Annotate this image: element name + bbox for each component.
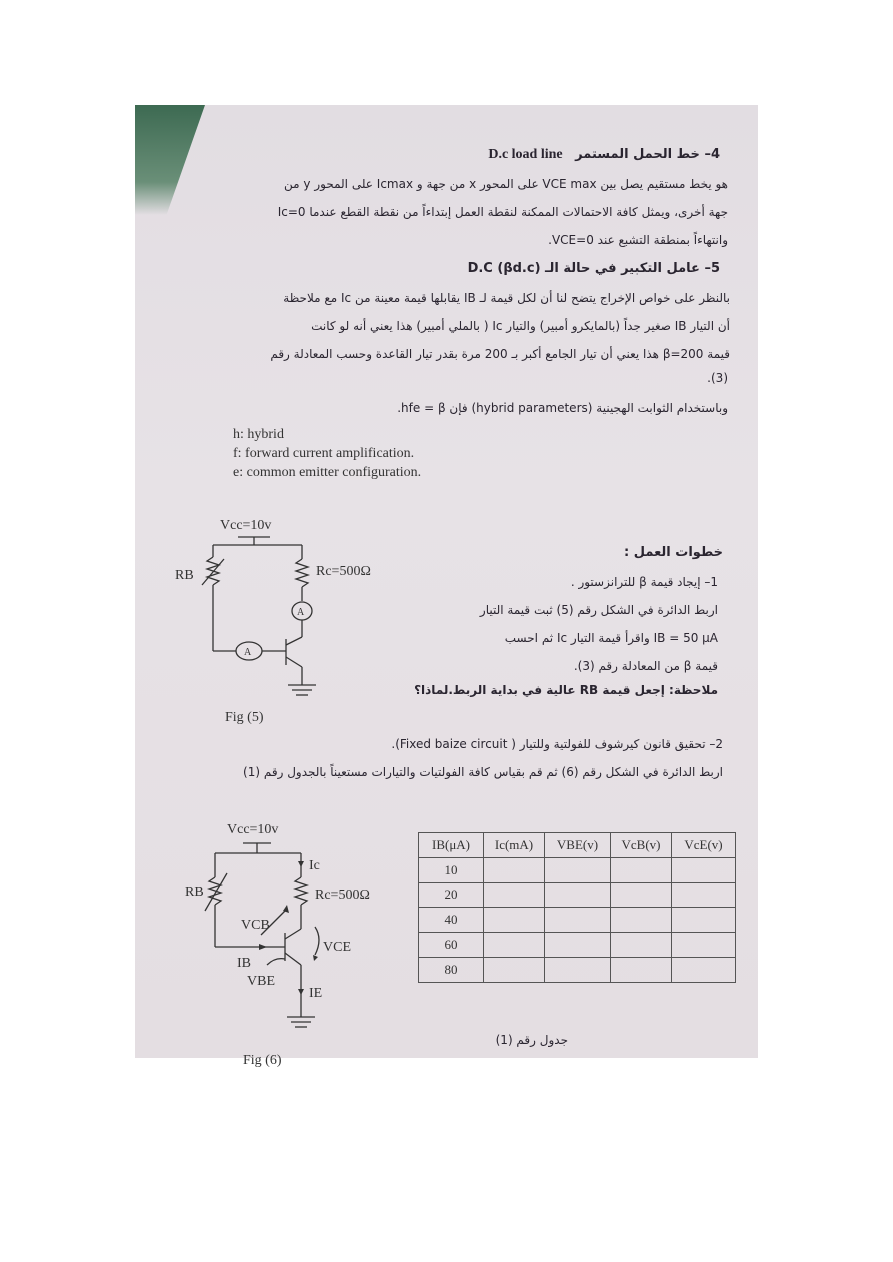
fig6-caption: Fig (6) <box>243 1053 282 1068</box>
empty-cell <box>545 858 611 883</box>
table-row <box>419 908 736 933</box>
hybrid-def-h: h: hybrid <box>233 427 284 442</box>
table-header-row <box>419 833 736 858</box>
empty-cell <box>672 883 736 908</box>
section4-line1: هو يخط مستقيم يصل بين VCE max على المحور x من جهة و Icmax على المحور y من <box>284 177 728 191</box>
section4-line3: وانتهاءاً بمنطقة التشبع عند VCE=0. <box>548 233 728 247</box>
hybrid-line: وباستخدام الثوابت الهجينية (hybrid parameters) فإن hfe = β. <box>397 401 728 415</box>
empty-cell <box>672 933 736 958</box>
fig6-vcc-label: Vcc=10v <box>227 822 279 837</box>
step1: 1– إيجاد قيمة β للترانزستور . <box>570 575 718 589</box>
table-row <box>419 958 736 983</box>
table-row <box>419 858 736 883</box>
step2: 2– تحقيق قانون كيرشوف للفولتية وللتيار ( Fixed baize circuit). <box>391 737 723 751</box>
ib-value: 20 <box>419 883 484 908</box>
empty-cell <box>672 908 736 933</box>
empty-cell <box>611 858 672 883</box>
fig5-rc-label: Rc=500Ω <box>316 564 371 579</box>
fig6-ic-label: Ic <box>309 858 320 873</box>
empty-cell <box>484 858 545 883</box>
fig5-vcc-label: Vcc=10v <box>220 518 272 533</box>
fig6-vcb-label: VCB <box>241 918 270 933</box>
empty-cell <box>545 933 611 958</box>
col-header-vce: VcE(v) <box>672 833 736 858</box>
col-header-vbe: VBE(v) <box>545 833 611 858</box>
fig5-ammeter-collector: A <box>297 607 305 618</box>
fig6-ib-label: IB <box>237 956 251 971</box>
fig6-vbe-label: VBE <box>247 974 275 989</box>
section5-line4: (3). <box>707 371 728 385</box>
empty-cell <box>484 958 545 983</box>
fig5-rb-label: RB <box>175 568 194 583</box>
empty-cell <box>484 883 545 908</box>
step1-line4: قيمة β من المعادلة رقم (3). <box>573 659 718 673</box>
empty-cell <box>484 908 545 933</box>
fig6-vce-label: VCE <box>323 940 351 955</box>
scanned-page <box>135 105 758 1068</box>
hybrid-def-f: f: forward current amplification. <box>233 446 415 461</box>
section5-line3: قيمة β=200 هذا يعني أن تيار الجامع أكبر بـ 200 مرة بقدر تيار القاعدة وحسب المعادلة رقم <box>270 347 730 361</box>
empty-cell <box>545 883 611 908</box>
measurement-table <box>418 832 736 983</box>
col-header-vcb: VcB(v) <box>611 833 672 858</box>
section4-heading-ar: 4– خط الحمل المستمر <box>575 147 720 162</box>
ib-value: 40 <box>419 908 484 933</box>
step2-line2: اربط الدائرة في الشكل رقم (6) ثم قم بقياس كافة الفولتيات والتيارات مستعيناً بالجدول رقم (1) <box>243 765 723 779</box>
ib-value: 10 <box>419 858 484 883</box>
col-header-ic: Ic(mA) <box>484 833 545 858</box>
section5-line2: أن التيار IB صغير جداً (بالمايكرو أمبير) والتيار Ic ( بالملي أمبير) هذا يعني أنه لو كانت <box>311 319 730 333</box>
fig5-caption: Fig (5) <box>225 710 264 725</box>
section4-heading-en: D.c load line <box>488 147 563 162</box>
empty-cell <box>611 883 672 908</box>
fig6-rb-label: RB <box>185 885 204 900</box>
fig6-ie-label: IE <box>309 986 323 1001</box>
section4-heading <box>488 147 720 163</box>
empty-cell <box>484 933 545 958</box>
empty-cell <box>545 958 611 983</box>
fig6-circuit-diagram <box>175 817 415 1068</box>
table-row <box>419 883 736 908</box>
hybrid-def-e: e: common emitter configuration. <box>233 465 422 480</box>
table-row <box>419 933 736 958</box>
col-header-ib: IB(μA) <box>419 833 484 858</box>
fig6-rc-label: Rc=500Ω <box>315 888 370 903</box>
fig5-ammeter-base: A <box>244 647 252 658</box>
fig5-circuit-diagram <box>170 515 410 745</box>
section4-line2: جهة أخرى، ويمثل كافة الاحتمالات الممكنة لنقطة العمل إبتداءاً من نقطة القطع عندما Ic=0 <box>277 205 728 219</box>
section5-line1: بالنظر على خواص الإخراج يتضح لنا أن لكل قيمة لـ IB يقابلها قيمة معينة من Ic مع ملاحظة <box>283 291 730 305</box>
empty-cell <box>672 958 736 983</box>
empty-cell <box>672 858 736 883</box>
section5-heading: 5– عامل التكبير في حالة الـ D.C (βd.c) <box>467 261 720 276</box>
step1-line2: اربط الدائرة في الشكل رقم (5) ثبت قيمة التيار <box>479 603 718 617</box>
note: ملاحظة: إجعل قيمة RB عالية في بداية الربط.لماذا؟ <box>414 683 718 697</box>
empty-cell <box>611 958 672 983</box>
empty-cell <box>611 933 672 958</box>
ib-value: 80 <box>419 958 484 983</box>
empty-cell <box>611 908 672 933</box>
empty-cell <box>545 908 611 933</box>
background-green-edge <box>135 105 205 215</box>
ib-value: 60 <box>419 933 484 958</box>
table-caption: جدول رقم (1) <box>495 1033 568 1047</box>
step1-line3: IB = 50 μA واقرأ قيمة التيار Ic ثم احسب <box>504 631 718 645</box>
steps-title: خطوات العمل : <box>624 545 723 560</box>
